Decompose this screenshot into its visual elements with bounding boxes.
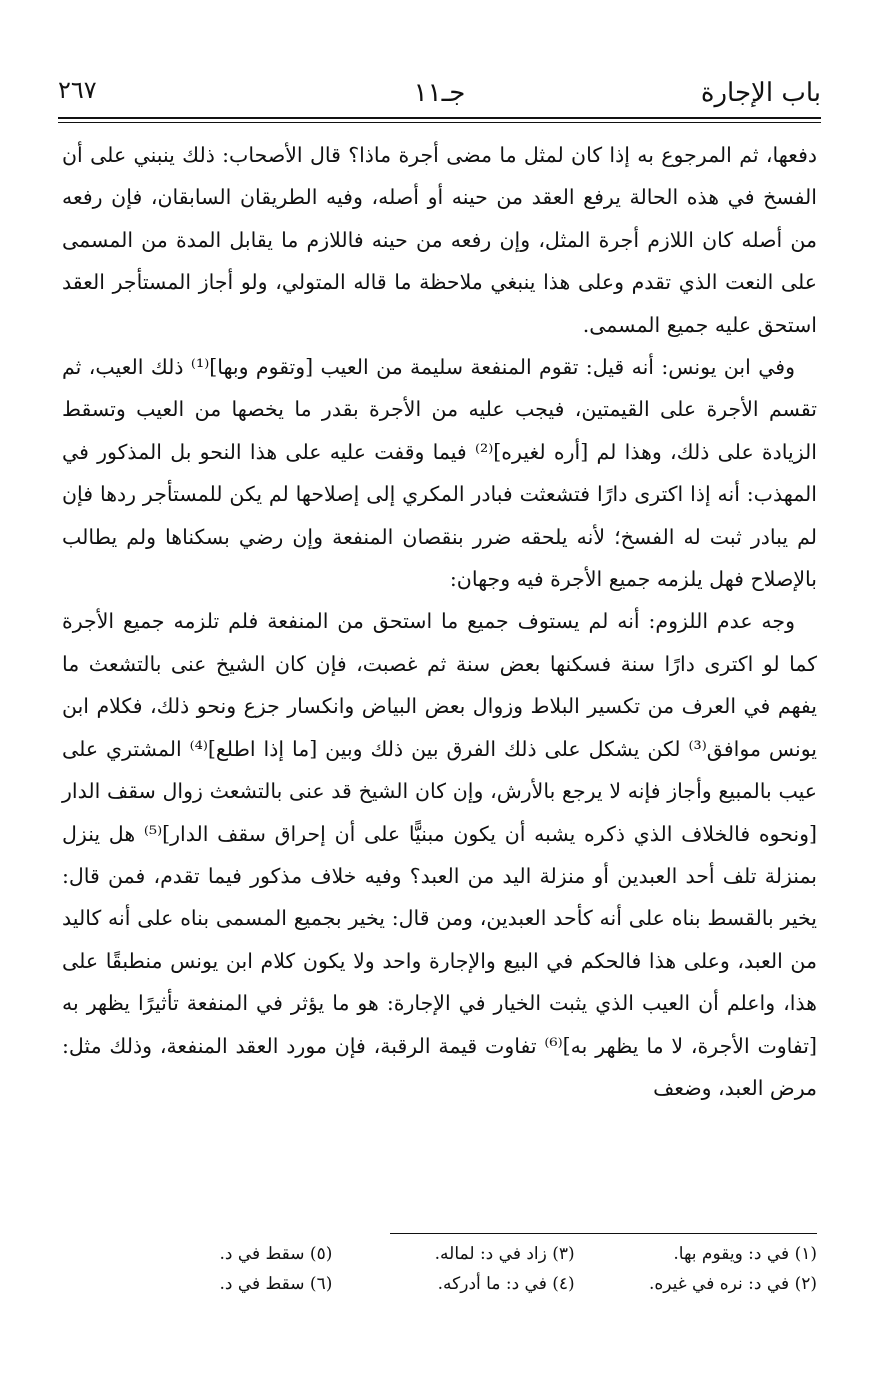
header-rule-thin xyxy=(58,122,821,123)
volume-label: جـ١١ xyxy=(413,78,466,108)
footnote: (٦) سقط في د. xyxy=(219,1274,333,1294)
page-number: ٢٦٧ xyxy=(58,76,97,104)
body-text xyxy=(62,134,817,1109)
footnote-separator xyxy=(390,1233,817,1234)
footnotes xyxy=(90,1242,817,1296)
footnote: (٢) في د: نره في غيره. xyxy=(648,1274,817,1294)
paragraph: دفعها، ثم المرجوع به إذا كان لمثل ما مضى أجرة ماذا؟ قال الأصحاب: ذلك ينبني على أن الفسخ في هذه الحالة يرفع العقد من حينه أو أصله، وفيه الطريقان السابقان، فإن رفعه من أصله كان اللازم أجرة المثل، وإن رفعه من حينه فاللازم ما يقابل المدة من المسمى على النعت الذي تقدم وعلى هذا ينبغي ملاحظة ما قاله المتولي، ولو أجاز المستأجر العقد استحق عليه جميع المسمى. xyxy=(62,143,817,337)
footnote: (١) في د: ويقوم بها. xyxy=(673,1244,817,1264)
footnote: (٥) سقط في د. xyxy=(219,1244,333,1264)
header-rule-thick xyxy=(58,117,821,119)
chapter-title: باب الإجارة xyxy=(700,78,821,108)
footnote: (٤) في د: ما أدركه. xyxy=(437,1274,575,1294)
paragraph: وفي ابن يونس: أنه قيل: تقوم المنفعة سليمة من العيب [وتقوم وبها]⁽¹⁾ ذلك العيب، ثم تقسم الأجرة على القيمتين، فيجب عليه من الأجرة بقدر ما يخصها من العيب وتسقط الزيادة على ذلك، وهذا لم [أره لغيره]⁽²⁾ فيما وقفت عليه على هذا النحو بل المذكور في المهذب: أنه إذا اكترى دارًا فتشعثت فبادر المكري إلى إصلاحها لم يكن للمستأجر ردها فإن لم يبادر ثبت له الفسخ؛ لأنه يلحقه ضرر بنقصان المنفعة وإن رضي بسكناها ولم يطالب بالإصلاح فهل يلزمه جميع الأجرة فيه وجهان: xyxy=(62,355,818,592)
paragraph: وجه عدم اللزوم: أنه لم يستوف جميع ما استحق من المنفعة فلم تلزمه جميع الأجرة كما لو اكترى دارًا سنة فسكنها بعض سنة ثم غصبت، فإن كان الشيخ عنى بالتشعث ما يفهم في العرف من تكسير البلاط وزوال بعض البياض وانكسار جزع ونحو ذلك، فكلام ابن يونس موافق⁽³⁾ لكن يشكل على ذلك الفرق بين ذلك وبين [ما إذا اطلع]⁽⁴⁾ المشتري على عيب بالمبيع وأجاز فإنه لا يرجع بالأرش، وإن كان الشيخ قد عنى بالتشعث زوال سقف الدار [ونحوه فالخلاف الذي ذكره يشبه أن يكون مبنيًّا على أن إحراق سقف الدار]⁽⁵⁾ هل ينزل بمنزلة تلف أحد العبدين أو منزلة اليد من العبد؟ وفيه خلاف مذكور فيما تقدم، فمن قال: يخير بالقسط بناه على أنه كأحد العبدين، ومن قال: يخير بجميع المسمى بناه على أنه كاليد من العبد، وعلى هذا فالحكم في البيع والإجارة واحد ولا يكون كلام ابن يونس منطبقًا على هذا، واعلم أن العيب الذي يثبت الخيار في الإجارة: هو ما يؤثر في المنفعة تأثيرًا يظهر به [تفاوت الأجرة، لا ما يظهر به]⁽⁶⁾ تفاوت قيمة الرقبة، فإن مورد العقد المنفعة، وذلك مثل: مرض العبد، وضعف xyxy=(62,609,818,1100)
page-header xyxy=(58,70,821,114)
footnote: (٣) زاد في د: لماله. xyxy=(434,1244,575,1264)
